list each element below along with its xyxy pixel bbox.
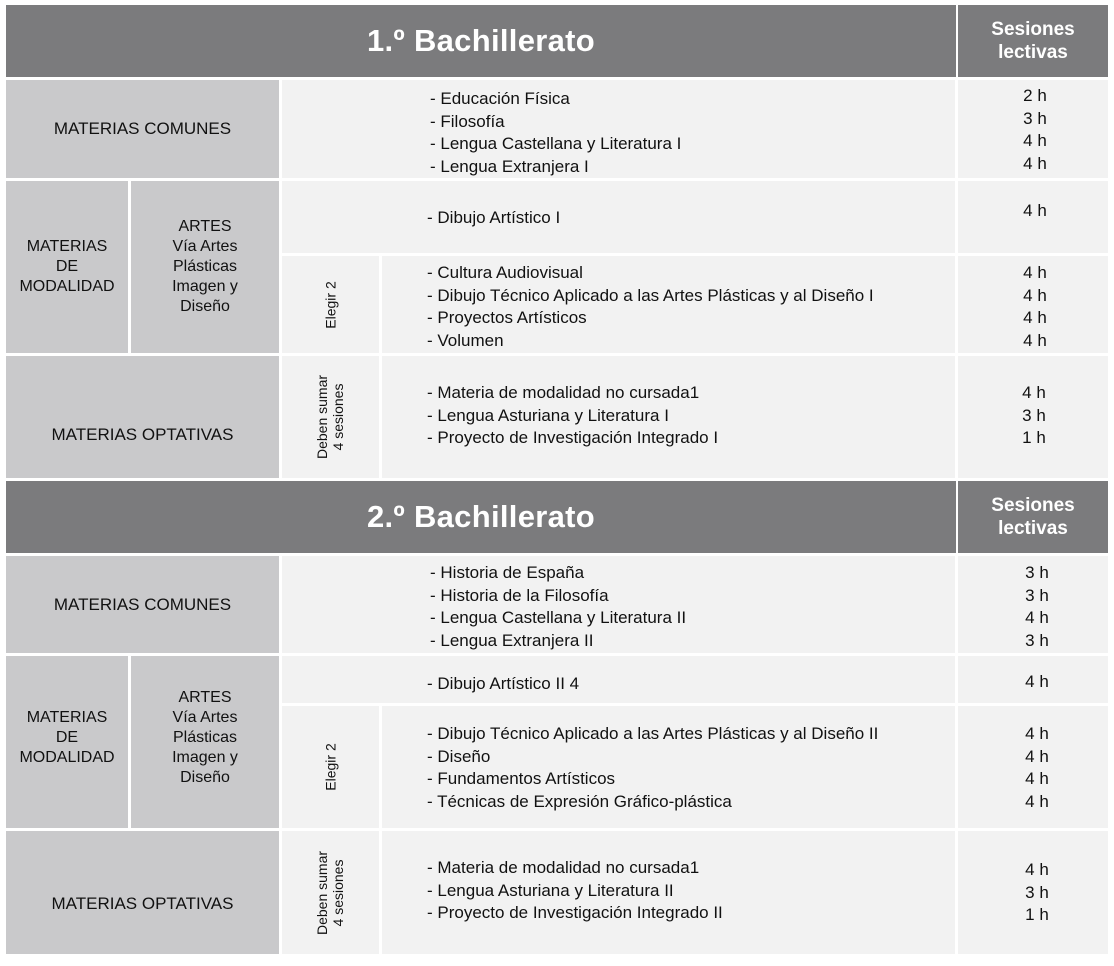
hours-item: 4 h: [1025, 672, 1049, 691]
subject-item: - Lengua Asturiana y Literatura II: [427, 880, 674, 900]
subject-item: - Dibujo Artístico I: [427, 208, 561, 227]
rule-line: 4 sesiones: [330, 383, 347, 451]
hours-item: 4 h: [1025, 746, 1049, 766]
year1-optativas-label: [6, 356, 279, 478]
year1-optativas-subjects: [382, 356, 955, 478]
subject-item: - Lengua Castellana y Literatura I: [430, 134, 682, 153]
subject-item: - Proyecto de Investigación Integrado I: [427, 428, 719, 447]
year1-comunes-subjects: [282, 80, 955, 178]
year2-optativas-subjects: [382, 831, 955, 954]
hours-item: 4 h: [1023, 201, 1047, 220]
label-text: MATERIAS OPTATIVAS: [51, 425, 234, 444]
label-line: DE: [55, 258, 79, 275]
rule-line: 4 sesiones: [330, 859, 347, 926]
label-text: MATERIAS OPTATIVAS: [51, 893, 234, 913]
choose-text: Elegir 2: [322, 280, 339, 329]
hours-item: 3 h: [1025, 882, 1049, 902]
label-line: Plásticas: [172, 729, 238, 746]
hours-item: 3 h: [1025, 585, 1049, 605]
hours-item: 4 h: [1023, 308, 1047, 327]
subject-item: - Filosofía: [430, 111, 505, 131]
year2-modalidad-sublabel: [131, 656, 279, 828]
year1-modalidad-elective-hours: [958, 256, 1108, 353]
year1-optativas-hours: [958, 356, 1108, 478]
label-line: Imagen y: [172, 749, 238, 766]
subject-item: - Proyectos Artísticos: [427, 308, 587, 327]
hours-item: 2 h: [1023, 86, 1047, 105]
hours-item: 4 h: [1025, 724, 1049, 743]
hours-item: 1 h: [1025, 905, 1049, 924]
year1-modalidad-label: [6, 181, 128, 353]
label-line: Diseño: [180, 298, 230, 315]
year2-comunes-subjects: [282, 556, 955, 653]
hours-item: 4 h: [1022, 383, 1046, 402]
label-line: Plásticas: [172, 258, 238, 275]
hours-item: 4 h: [1023, 285, 1047, 305]
year1-comunes-hours: [958, 80, 1108, 178]
label-line: Vía Artes: [172, 238, 238, 255]
hours-item: 4 h: [1025, 769, 1049, 788]
sessions-header-line: Sesiones: [991, 19, 1075, 40]
year1-comunes-label: MATERIAS COMUNES: [6, 80, 279, 178]
hours-item: 4 h: [1023, 263, 1047, 282]
hours-item: 3 h: [1025, 630, 1049, 650]
label-line: ARTES: [178, 218, 232, 235]
subject-item: - Dibujo Técnico Aplicado a las Artes Plásticas y al Diseño II: [427, 724, 879, 743]
hours-item: 3 h: [1022, 405, 1046, 425]
subject-item: - Educación Física: [430, 89, 570, 108]
year1-modalidad-sublabel: [131, 181, 279, 353]
subject-item: - Historia de la Filosofía: [430, 585, 609, 605]
subject-item: - Lengua Castellana y Literatura II: [430, 608, 687, 627]
label-line: MODALIDAD: [19, 278, 115, 295]
subject-item: - Materia de modalidad no cursada1: [427, 858, 700, 877]
hours-item: 3 h: [1023, 108, 1047, 128]
subject-item: - Historia de España: [430, 563, 585, 582]
subject-item: - Materia de modalidad no cursada1: [427, 383, 700, 402]
year2-optativas-rule: [282, 831, 379, 954]
hours-item: 4 h: [1023, 131, 1047, 150]
year1-modalidad-fixed-hours: [958, 181, 1108, 253]
year2-comunes-hours: [958, 556, 1108, 653]
label-line: DE: [55, 729, 79, 746]
year2-title: 2.º Bachillerato: [6, 481, 956, 553]
year2-comunes-label: MATERIAS COMUNES: [6, 556, 279, 653]
label-line: MATERIAS: [26, 709, 108, 726]
year2-modalidad-fixed: [282, 656, 955, 703]
year1-title: 1.º Bachillerato: [6, 5, 956, 77]
year1-sessions-header: [958, 5, 1108, 77]
year2-optativas-label: [6, 831, 279, 954]
label-line: Vía Artes: [172, 709, 238, 726]
sessions-header-line: Sesiones: [991, 495, 1075, 516]
year2-optativas-hours: [958, 831, 1108, 954]
hours-item: 4 h: [1025, 791, 1049, 811]
subject-item: - Cultura Audiovisual: [427, 263, 583, 282]
subject-item: - Lengua Extranjera II: [430, 630, 594, 650]
hours-item: 4 h: [1023, 153, 1047, 173]
subject-item: - Proyecto de Investigación Integrado II: [427, 903, 723, 922]
label-line: Imagen y: [172, 278, 238, 295]
year1-optativas-rule: [282, 356, 379, 478]
hours-item: 1 h: [1022, 428, 1046, 447]
label-line: Diseño: [180, 769, 230, 786]
subject-item: - Volumen: [427, 330, 504, 350]
hours-item: 3 h: [1025, 563, 1049, 582]
year1-modalidad-fixed: [282, 181, 955, 253]
hours-item: 4 h: [1023, 330, 1047, 350]
hours-item: 4 h: [1025, 608, 1049, 627]
subject-item: - Técnicas de Expresión Gráfico-plástica: [427, 791, 732, 811]
sessions-header-line: lectivas: [998, 42, 1068, 63]
choose-text: Elegir 2: [322, 743, 339, 791]
year2-modalidad-electives: [382, 706, 955, 828]
subject-item: - Lengua Asturiana y Literatura I: [427, 405, 669, 425]
year1-modalidad-electives: [382, 256, 955, 353]
subject-item: - Diseño: [427, 746, 491, 766]
year2-sessions-header: [958, 481, 1108, 553]
year2-choose-label: [282, 706, 379, 828]
label-line: MODALIDAD: [19, 749, 115, 766]
year1-choose-label: [282, 256, 379, 353]
label-line: MATERIAS: [26, 238, 108, 255]
subject-item: - Dibujo Artístico II 4: [427, 674, 580, 693]
subject-item: - Lengua Extranjera I: [430, 156, 589, 176]
rule-line: Deben sumar: [314, 374, 331, 460]
year2-modalidad-fixed-hours: [958, 656, 1108, 703]
year2-modalidad-elective-hours: [958, 706, 1108, 828]
sessions-header-line: lectivas: [998, 518, 1068, 539]
rule-line: Deben sumar: [314, 850, 331, 935]
subject-item: - Dibujo Técnico Aplicado a las Artes Plásticas y al Diseño I: [427, 285, 874, 305]
year2-modalidad-label: [6, 656, 128, 828]
hours-item: 4 h: [1025, 860, 1049, 879]
subject-item: - Fundamentos Artísticos: [427, 769, 616, 788]
label-line: ARTES: [178, 689, 232, 706]
